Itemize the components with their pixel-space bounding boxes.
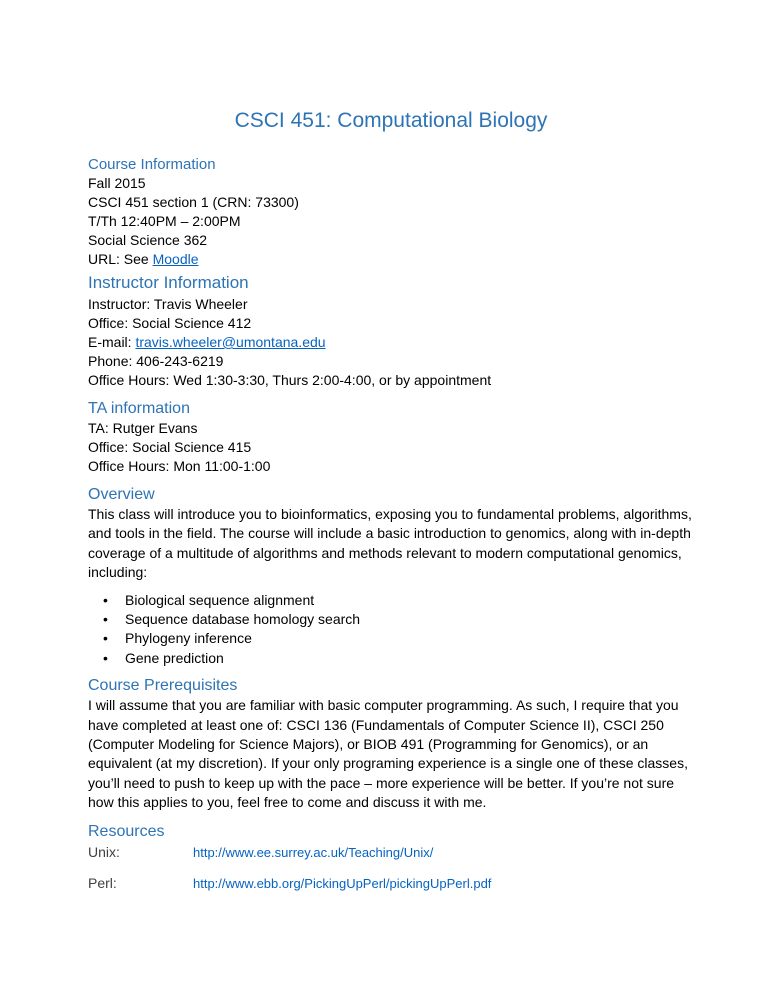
resources-section bbox=[88, 822, 694, 893]
instructor-office: Office: Social Science 412 bbox=[88, 315, 252, 331]
ta-office: Office: Social Science 415 bbox=[88, 439, 252, 455]
moodle-link[interactable]: Moodle bbox=[152, 251, 199, 267]
resource-row-perl bbox=[88, 874, 694, 893]
course-url-prefix: URL: See bbox=[88, 251, 153, 267]
list-item: • Biological sequence alignment bbox=[125, 591, 694, 610]
instructor-information-heading: Instructor Information bbox=[88, 273, 249, 292]
course-term: Fall 2015 bbox=[88, 175, 146, 191]
overview-section bbox=[88, 485, 694, 668]
resource-label: Unix: bbox=[88, 843, 120, 860]
resource-label: Perl: bbox=[88, 874, 117, 891]
list-item: • Sequence database homology search bbox=[125, 610, 694, 629]
course-url-line bbox=[88, 250, 694, 269]
list-item: • Phylogeny inference bbox=[125, 629, 694, 648]
instructor-email-line bbox=[88, 333, 694, 352]
overview-topic-list bbox=[88, 591, 694, 669]
resource-url-link[interactable]: http://www.ee.surrey.ac.uk/Teaching/Unix/ bbox=[193, 844, 434, 860]
resource-url-link[interactable]: http://www.ebb.org/PickingUpPerl/pickingUpPerl.pdf bbox=[193, 875, 492, 891]
document-title: CSCI 451: Computational Biology bbox=[234, 109, 548, 132]
course-location: Social Science 362 bbox=[88, 232, 208, 248]
course-information-section bbox=[88, 156, 694, 269]
instructor-email-link[interactable]: travis.wheeler@umontana.edu bbox=[135, 334, 326, 350]
overview-heading: Overview bbox=[88, 486, 155, 503]
ta-office-hours: Office Hours: Mon 11:00-1:00 bbox=[88, 458, 271, 474]
ta-information-section bbox=[88, 399, 694, 476]
instructor-name: Instructor: Travis Wheeler bbox=[88, 296, 248, 312]
course-information-heading: Course Information bbox=[88, 156, 216, 173]
course-section: CSCI 451 section 1 (CRN: 73300) bbox=[88, 194, 299, 210]
resource-row-unix bbox=[88, 843, 694, 862]
ta-information-heading: TA information bbox=[88, 400, 190, 417]
prerequisites-section bbox=[88, 676, 694, 812]
course-schedule: T/Th 12:40PM – 2:00PM bbox=[88, 213, 241, 229]
instructor-phone: Phone: 406-243-6219 bbox=[88, 353, 224, 369]
prerequisites-heading: Course Prerequisites bbox=[88, 677, 238, 695]
ta-name: TA: Rutger Evans bbox=[88, 420, 198, 436]
overview-text: This class will introduce you to bioinformatics, exposing you to fundamental problems, algorithms, and tools in the field. The course will include a basic introduction to genomics, along with in-depth coverage of a multitude of algorithms and methods relevant to modern computational genomics, including: bbox=[88, 506, 692, 581]
instructor-email-prefix: E-mail: bbox=[88, 334, 136, 350]
instructor-information-section bbox=[88, 272, 694, 390]
list-item: • Gene prediction bbox=[125, 649, 694, 668]
instructor-office-hours: Office Hours: Wed 1:30-3:30, Thurs 2:00-4:00, or by appointment bbox=[88, 372, 492, 388]
prerequisites-text: I will assume that you are familiar with basic computer programming. As such, I require that you have completed at least one of: CSCI 136 (Fundamentals of Computer Science II), CSCI 250 (Computer Modeling for Science Majors), or BIOB 491 (Programming for Genomics), or an equivalent (at my discretion). If your only programing experience is a single one of these classes, you’ll need to push to keep up with the pace – more experience will be better. If you’re not sure how this applies to you, feel free to come and discuss it with me. bbox=[88, 697, 688, 811]
resources-heading: Resources bbox=[88, 822, 165, 840]
